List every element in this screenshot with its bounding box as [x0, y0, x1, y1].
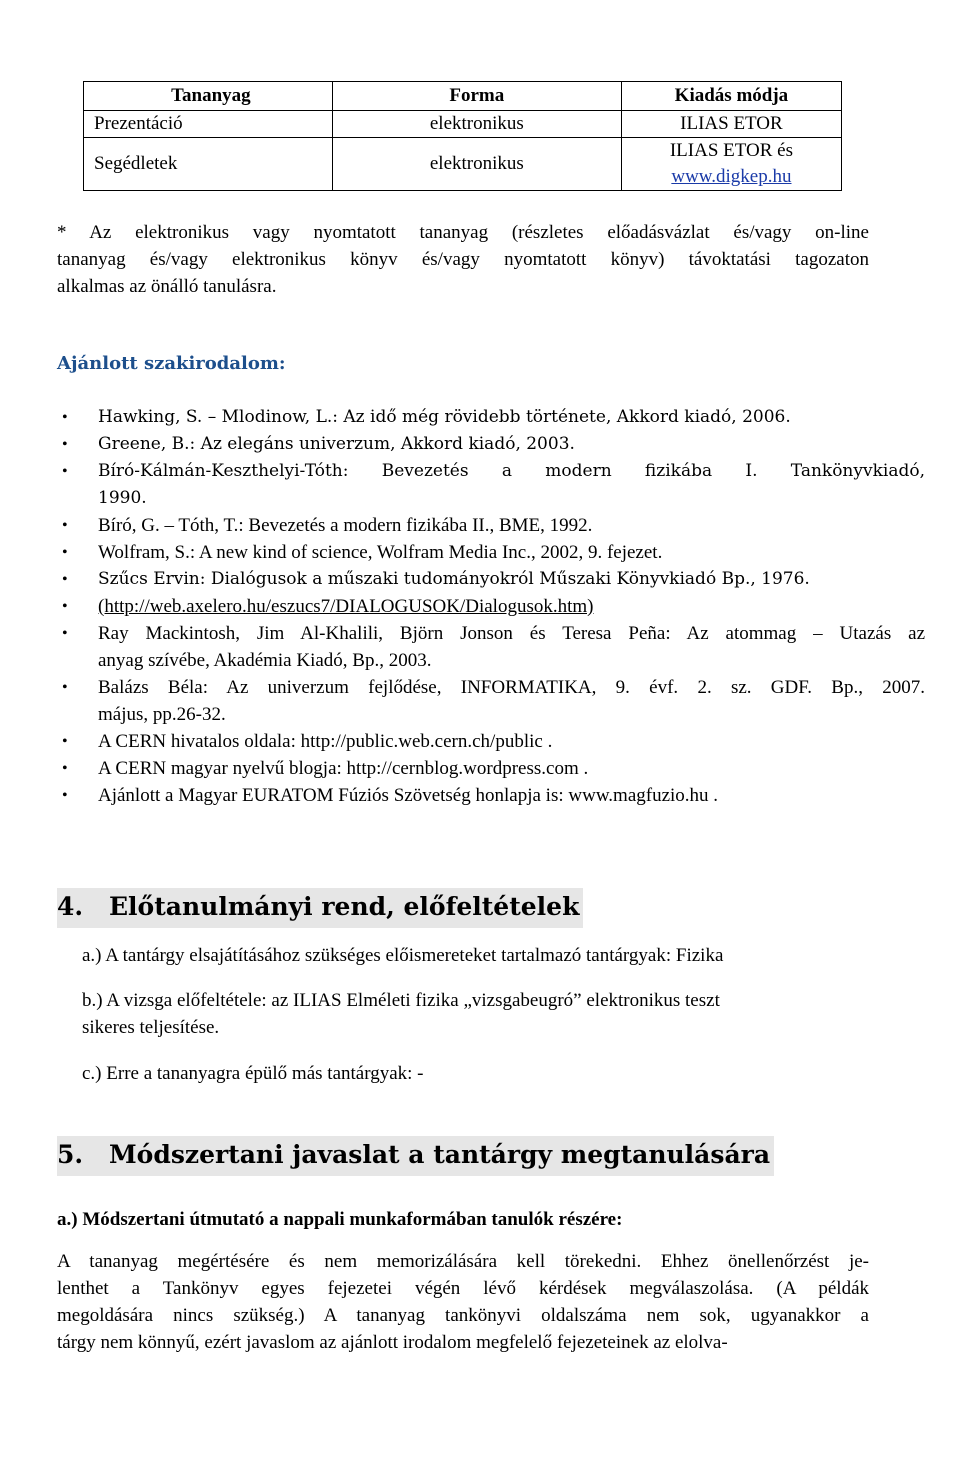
prerequisite-a: a.) A tantárgy elsajátításához szükséges előismereteket tartalmazó tantárgyak: Fizika [82, 945, 724, 966]
reference-text: Bíró-Kálmán-Keszthelyi-Tóth: Bevezetés a modern fizikába I. Tankönyvkiadó, [98, 461, 925, 481]
reference-text: Wolfram, S.: A new kind of science, Wolfram Media Inc., 2002, 9. fejezet. [98, 542, 663, 563]
list-item [57, 593, 925, 620]
table-row [84, 138, 842, 191]
list-item [57, 539, 925, 566]
reference-text: Bíró, G. – Tóth, T.: Bevezetés a modern fizikába II., BME, 1992. [98, 515, 593, 536]
section-title: Előtanulmányi rend, előfeltételek [109, 892, 580, 921]
bullet-icon: • [62, 598, 68, 615]
footnote-line: tananyag és/vagy elektronikus könyv és/vagy nyomtatott könyv) távoktatási tagozaton [57, 249, 869, 270]
section-5-heading [57, 1136, 774, 1176]
paragraph-line: A tananyag megértésére és nem memorizálására kell törekedni. Ehhez önellenőrzést je- [57, 1251, 869, 1272]
prerequisite-b-line: sikeres teljesítése. [82, 1017, 220, 1038]
table-cell-forma: elektronikus [332, 138, 621, 191]
table-cell-forma: elektronikus [332, 111, 621, 138]
paragraph-line: megoldására nincs szükség.) A tananyag tankönyvi oldalszáma nem sok, ugyanakkor a [57, 1305, 869, 1326]
bullet-icon: • [62, 679, 68, 696]
bullet-icon: • [62, 409, 68, 426]
bullet-icon: • [62, 760, 68, 777]
bullet-icon: • [62, 571, 68, 588]
digkep-link[interactable]: www.digkep.hu [671, 166, 792, 187]
footnote-line: alkalmas az önálló tanulásra. [57, 276, 277, 297]
prerequisite-b-line: b.) A vizsga előfeltétele: az ILIAS Elméleti fizika „vizsgabeugró” elektronikus teszt [82, 990, 720, 1011]
list-item [57, 728, 925, 755]
paragraph-line: lenthet a Tankönyv egyes fejezetei végén lévő kérdések megválaszolása. (A példák [57, 1278, 869, 1299]
bullet-icon: • [62, 463, 68, 480]
list-item [57, 404, 925, 431]
reference-text: Hawking, S. – Mlodinow, L.: Az idő még rövidebb története, Akkord kiadó, 2006. [98, 407, 791, 427]
reference-text: Greene, B.: Az elegáns univerzum, Akkord kiadó, 2003. [98, 434, 575, 454]
list-item [57, 755, 925, 782]
paragraph-line: tárgy nem könnyű, ezért javaslom az ajánlott irodalom megfelelő fejezeteinek az elolva- [57, 1332, 728, 1353]
reference-text: A CERN magyar nyelvű blogja: http://cernblog.wordpress.com . [98, 758, 589, 779]
reference-text: Ray Mackintosh, Jim Al-Khalili, Björn Jonson és Teresa Peña: Az atommag – Utazás az [98, 623, 925, 644]
list-item [57, 458, 925, 512]
footnote-paragraph [57, 219, 869, 300]
methodology-paragraph [57, 1248, 869, 1356]
reference-text: Szűcs Ervin: Dialógusok a műszaki tudományokról Műszaki Könyvkiadó Bp., 1976. [98, 569, 810, 589]
bullet-icon: • [62, 544, 68, 561]
table-cell-tananyag: Prezentáció [84, 111, 333, 138]
section-number: 5. [57, 1140, 84, 1169]
bullet-icon: • [62, 787, 68, 804]
table-cell-tananyag: Segédletek [84, 138, 333, 191]
reference-list [57, 404, 925, 809]
reference-text: A CERN hivatalos oldala: http://public.web.cern.ch/public . [98, 731, 553, 752]
table-header-row [84, 82, 842, 111]
reference-text: Balázs Béla: Az univerzum fejlődése, INFORMATIKA, 9. évf. 2. sz. GDF. Bp., 2007. [98, 677, 925, 698]
reference-text: Ajánlott a Magyar EURATOM Fúziós Szövetség honlapja is: www.magfuzio.hu . [98, 785, 719, 806]
bullet-icon: • [62, 733, 68, 750]
table-row [84, 111, 842, 138]
reference-text: 1990. [98, 488, 147, 508]
dialogusok-link[interactable]: (http://web.axelero.hu/eszucs7/DIALOGUSOK/Dialogusok.htm) [98, 596, 594, 617]
reference-text: május, pp.26-32. [98, 704, 226, 725]
section-4-heading [57, 888, 583, 928]
column-header-forma: Forma [332, 82, 621, 111]
bullet-icon: • [62, 625, 68, 642]
section-title: Módszertani javaslat a tantárgy megtanulására [109, 1140, 771, 1169]
bullet-icon: • [62, 436, 68, 453]
table-cell-kiadas: ILIAS ETOR [621, 111, 841, 138]
prerequisite-b [82, 987, 862, 1041]
reference-text: anyag szívébe, Akadémia Kiadó, Bp., 2003. [98, 650, 432, 671]
table-cell-kiadas [621, 138, 841, 191]
list-item [57, 512, 925, 539]
list-item [57, 431, 925, 458]
bullet-icon: • [62, 517, 68, 534]
kiadas-text: ILIAS ETOR és [669, 140, 793, 161]
column-header-tananyag: Tananyag [84, 82, 333, 111]
list-item [57, 566, 925, 593]
methodology-subheading: a.) Módszertani útmutató a nappali munkaformában tanulók részére: [57, 1209, 623, 1230]
prerequisite-c: c.) Erre a tananyagra épülő más tantárgyak: - [82, 1063, 424, 1084]
course-material-table [83, 81, 842, 191]
footnote-line: * Az elektronikus vagy nyomtatott tananyag (részletes előadásvázlat és/vagy on-line [57, 222, 869, 243]
list-item [57, 782, 925, 809]
section-number: 4. [57, 892, 84, 921]
recommended-literature-heading: Ajánlott szakirodalom: [57, 353, 286, 374]
list-item [57, 620, 925, 674]
list-item [57, 674, 925, 728]
column-header-kiadas-modja: Kiadás módja [621, 82, 841, 111]
